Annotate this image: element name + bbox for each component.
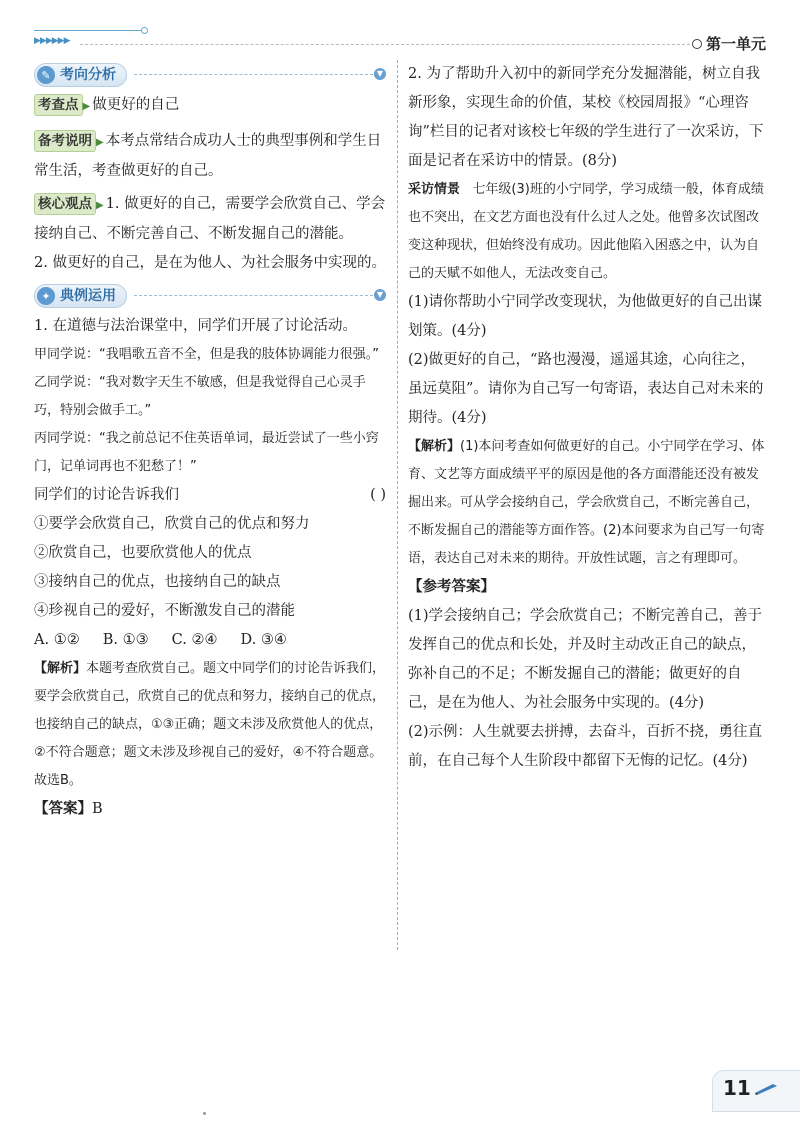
- arrow-icon: ▶: [96, 200, 104, 211]
- section-header-analysis: [34, 63, 386, 87]
- q2-sub1: (1)请你帮助小宁同学改变现状，为他做更好的自己出谋划策。(4分): [408, 294, 763, 339]
- q1-option-2: ②欣赏自己，也要欣赏他人的优点: [34, 545, 252, 561]
- pen-icon: [753, 1081, 779, 1095]
- beikao-line: [34, 127, 386, 186]
- right-column: [408, 60, 766, 776]
- q1-choices: A. ①② B. ①③ C. ②④ D. ③④: [34, 632, 287, 648]
- q1-option-4: ④珍视自己的爱好，不断激发自己的潜能: [34, 603, 295, 619]
- hexin-tag: 核心观点: [34, 193, 96, 215]
- header-arrows: ▶▶▶▶▶▶: [34, 36, 70, 46]
- answer-blank: ( ): [370, 487, 386, 503]
- header-dot: [141, 27, 148, 34]
- beikao-tag: 备考说明: [34, 130, 96, 152]
- q1-option-3: ③接纳自己的优点，也接纳自己的缺点: [34, 574, 281, 590]
- q2-answer-1: (1)学会接纳自己；学会欣赏自己；不断完善自己，善于发挥自己的优点和长处，并及时主动改正自己的缺点，弥补自己的不足；不断发掘自己的潜能；做更好的自己，是在为他人、为社会服务中实现的。(4分): [408, 608, 763, 711]
- reference-answer-tag: 【参考答案】: [408, 579, 495, 595]
- q1-analysis: [34, 655, 386, 795]
- q2-scene: [408, 176, 766, 288]
- arrow-icon: ▶: [96, 137, 104, 148]
- chevron-down-icon: ▼: [374, 68, 386, 80]
- scene-tag: 采访情景: [408, 182, 461, 197]
- analysis-tag: 【解析】: [408, 439, 461, 454]
- header-dashes: [80, 44, 690, 45]
- kaochadian-tag: 考查点: [34, 94, 83, 116]
- compass-icon: ✎: [37, 66, 55, 84]
- q2-stem: 2. 为了帮助升入初中的新同学充分发掘潜能，树立自我新形象，实现生命的价值，某校《校园周报》“心理咨询”栏目的记者对该校七年级的学生进行了一次采访，下面是记者在采访中的情景。(8分): [408, 66, 764, 169]
- q1-answer: [34, 795, 386, 824]
- q1-jia: 甲同学说：“我唱歌五音不全，但是我的肢体协调能力很强。”: [34, 347, 379, 362]
- q2-sub2: (2)做更好的自己，“路也漫漫，遥遥其途，心向往之，虽远莫阻”。请你为自己写一句寄语，表达自己对未来的期待。(4分): [408, 352, 764, 426]
- q1-ask-line: [34, 481, 386, 510]
- q1-bing: 丙同学说：“我之前总记不住英语单词，最近尝试了一些小窍门，记单词再也不犯愁了！”: [34, 431, 379, 474]
- arrow-icon: ▶: [82, 101, 91, 112]
- kaochadian-line: [34, 91, 386, 121]
- kaochadian-text: 做更好的自己: [92, 97, 180, 113]
- section-header-examples: [34, 284, 386, 308]
- column-divider: [397, 60, 398, 950]
- footer-dot: [203, 1112, 206, 1115]
- q2-analysis: [408, 433, 766, 573]
- answer-text: B: [92, 801, 103, 817]
- analysis-tag: 【解析】: [34, 661, 87, 676]
- hexin-line: [34, 190, 386, 249]
- page-number-box: [712, 1070, 800, 1112]
- analysis-text: (1)本问考查如何做更好的自己。小宁同学在学习、体育、文艺等方面成绩平平的原因是他的各方面潜能还没有被发掘出来。可从学会接纳自己，学会欣赏自己，不断完善自己，不断发掘自己的潜能等方面作答。(2)本问要求为自己写一句寄语，表达自己对未来的期待。开放性试题，言之有理即可。: [408, 439, 765, 566]
- scene-text: 七年级(3)班的小宁同学，学习成绩一般，体育成绩也不突出，在文艺方面也没有什么过人之处。他曾多次试图改变这种现状，但始终没有成功。因此他陷入困惑之中，认为自己的天赋不如他人，无法改变自己。: [408, 182, 764, 281]
- chevron-down-icon: ▼: [374, 289, 386, 301]
- q1-ask: 同学们的讨论告诉我们: [34, 487, 179, 503]
- analysis-text: 本题考查欣赏自己。题文中同学们的讨论告诉我们，要学会欣赏自己，欣赏自己的优点和努力，接纳自己的优点，也接纳自己的缺点，①③正确；题文未涉及欣赏他人的优点，②不符合题意；题文未涉及珍视自己的爱好，④不符合题意。故选B。: [34, 661, 386, 788]
- hexin-text-1: 1. 做更好的自己，需要学会欣赏自己、学会接纳自己、不断完善自己、不断发掘自己的潜能。: [34, 196, 386, 242]
- beikao-text: 本考点常结合成功人士的典型事例和学生日常生活，考查做更好的自己。: [34, 133, 382, 179]
- section-title: 典例运用: [60, 287, 116, 304]
- q1-yi: 乙同学说：“我对数字天生不敏感，但是我觉得自己心灵手巧，特别会做手工。”: [34, 375, 366, 418]
- section-title: 考向分析: [60, 66, 116, 83]
- unit-title: 第一单元: [706, 35, 767, 53]
- q1-option-1: ①要学会欣赏自己，欣赏自己的优点和努力: [34, 516, 310, 532]
- hexin-text-2: 2. 做更好的自己，是在为他人、为社会服务中实现的。: [34, 255, 386, 271]
- left-column: [34, 60, 386, 824]
- header-line: [34, 30, 144, 31]
- page-number: 11: [723, 1076, 751, 1100]
- header-circle: [692, 39, 702, 49]
- book-icon: ✦: [37, 287, 55, 305]
- answer-tag: 【答案】: [34, 801, 92, 817]
- q2-answer-2: (2)示例：人生就要去拼搏，去奋斗，百折不挠，勇往直前，在自己每个人生阶段中都留下无悔的记忆。(4分): [408, 724, 763, 769]
- q1-stem: 1. 在道德与法治课堂中，同学们开展了讨论活动。: [34, 318, 357, 334]
